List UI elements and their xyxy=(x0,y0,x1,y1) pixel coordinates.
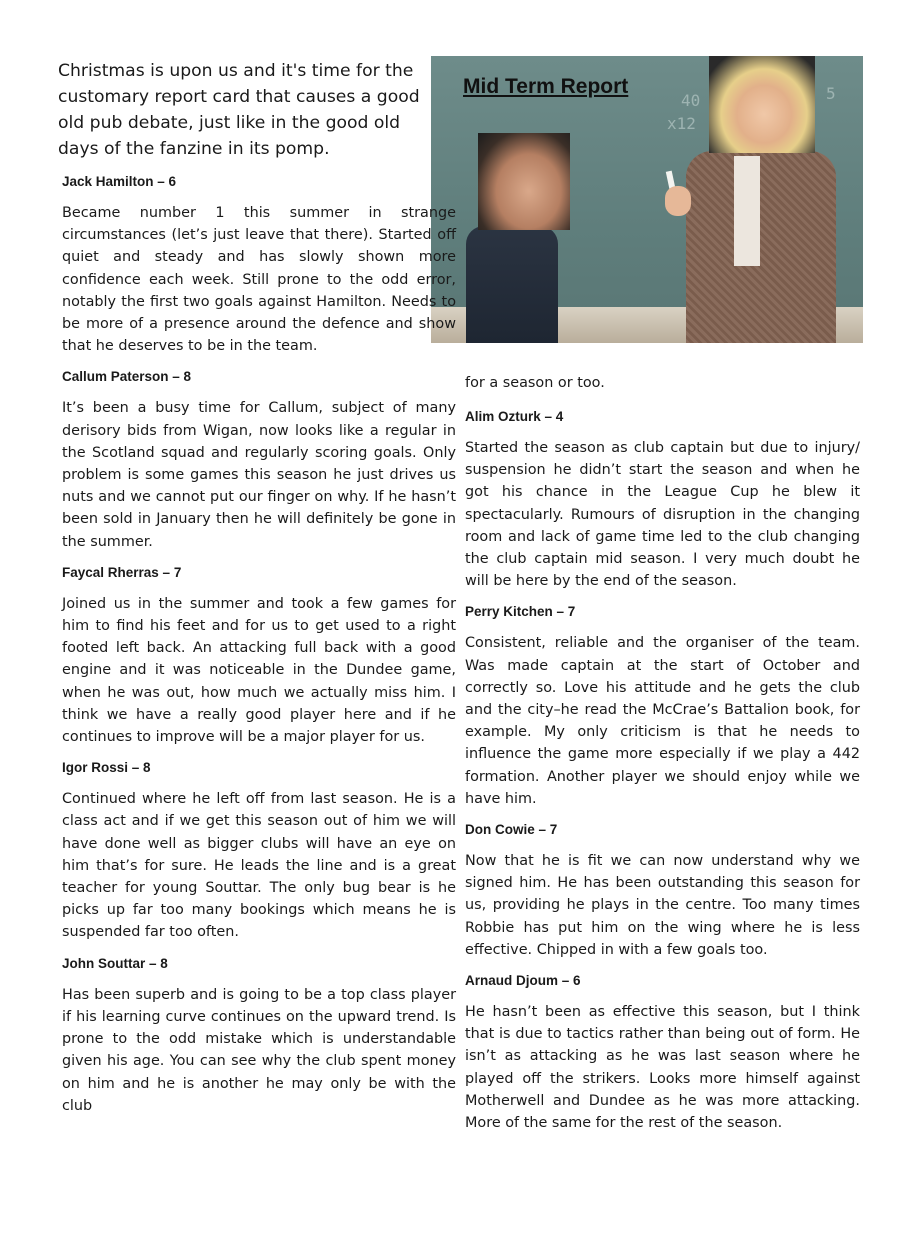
player-name: John Souttar – 8 xyxy=(62,955,168,971)
intro-paragraph: Christmas is upon us and it's time for the customary report card that causes a good old pub debate, just like in the good old days of the fanzine in its pomp. xyxy=(58,61,420,159)
right-column xyxy=(465,407,860,1144)
player-name: Alim Ozturk – 4 xyxy=(465,409,564,424)
man-face-photo xyxy=(478,133,570,230)
player-entry xyxy=(465,971,860,1134)
player-review: Joined us in the summer and took a few games for him to find his feet and for us to get used to a right footed left back. An attacking full back with a good engine and it was noticeable in the Dundee game, when he was out, how much we actually miss him. I think we have a really good player here and if he continues to improve will be a major player for us. xyxy=(62,595,456,746)
player-review: He hasn’t been as effective this season, but I think that is due to tactics rather than being out of form. He isn’t as attacking as he was last season where he played off the strikers. Looks more himself against Motherwell and Dundee as he was more attacking. More of the same for the rest of the season. xyxy=(465,1004,860,1132)
player-name: Jack Hamilton – 6 xyxy=(62,174,177,189)
player-name: Faycal Rherras – 7 xyxy=(62,564,182,580)
teacher-face-photo xyxy=(709,56,815,153)
player-review: Now that he is fit we can now understand why we signed him. He has been outstanding this season for us, providing he plays in the centre. Too many times Robbie has put him on the wing where he is less effective. Chipped in with a few goals too. xyxy=(465,853,860,958)
player-review: It’s been a busy time for Callum, subject of many derisory bids from Wigan, now looks like a regular in the Scotland squad and regularly scoring goals. Only problem is some games this season he just drives us nuts and we cannot put our finger on why. If he hasn’t been sold in January then he will definitely be gone in the summer. xyxy=(62,400,456,550)
player-entry xyxy=(62,758,456,943)
left-column xyxy=(62,172,456,1127)
player-entry xyxy=(465,407,860,592)
chalk-scribble: 5 xyxy=(826,84,836,103)
chalk-scribble: 40 xyxy=(681,91,701,110)
player-name: Perry Kitchen – 7 xyxy=(465,604,576,620)
continued-text: for a season or too. xyxy=(465,375,605,391)
teacher-figure xyxy=(686,151,836,343)
player-entry xyxy=(465,602,860,810)
player-entry xyxy=(62,367,456,552)
chalk-scribble: x12 xyxy=(667,114,696,133)
player-name: Don Cowie – 7 xyxy=(465,822,558,838)
player-name: Callum Paterson – 8 xyxy=(62,369,192,385)
player-name: Arnaud Djoum – 6 xyxy=(465,973,581,989)
player-review: Consistent, reliable and the organiser of the team. Was made captain at the start of October and correctly so. Love his attitude and he gets the club and the city–he read the McCrae’s Battalion book, for example. My only criticism is that he needs to influence the game more especially if we play a 442 formation. Another player we should enjoy while we have him. xyxy=(465,635,860,807)
teacher-hand xyxy=(665,186,691,216)
player-name: Igor Rossi – 8 xyxy=(62,760,151,776)
player-review: Became number 1 this summer in strange circumstances (let’s just leave that there). Started off quiet and steady and has slowly shown more confidence each week. Still prone to the odd error, notably the first two goals against Hamilton. Needs to be more of a presence around the defence and show that he deserves to be in the team. xyxy=(62,205,456,355)
player-review: Continued where he left off from last season. He is a class act and if we get this season out of him we will have done well as bigger clubs will have an eye on him that’s for sure. He leads the line and is a great teacher for young Souttar. The only bug bear is he picks up far too many bookings which means he is suspended far too often. xyxy=(62,791,456,941)
player-review: Has been superb and is going to be a top class player if his learning curve continues on the upward trend. Is prone to the odd mistake which is understandable given his age. You can see why the club spent money on him and he is another he may only be with the club xyxy=(62,986,456,1114)
mid-term-report-photo xyxy=(431,56,863,343)
man-figure xyxy=(466,226,558,343)
player-entry xyxy=(62,563,456,748)
photo-title: Mid Term Report xyxy=(463,75,629,98)
player-entry xyxy=(62,954,456,1117)
player-review: Started the season as club captain but due to injury/ suspension he didn’t start the season and when he got his chance in the League Cup he blew it spectacularly. Rumours of disruption in the changing room and lack of game time led to the club changing the club captain mid season. I very much doubt he will be here by the end of the season. xyxy=(465,440,860,590)
player-entry xyxy=(465,820,860,961)
teacher-shirt xyxy=(734,156,760,266)
player-entry xyxy=(62,172,456,357)
